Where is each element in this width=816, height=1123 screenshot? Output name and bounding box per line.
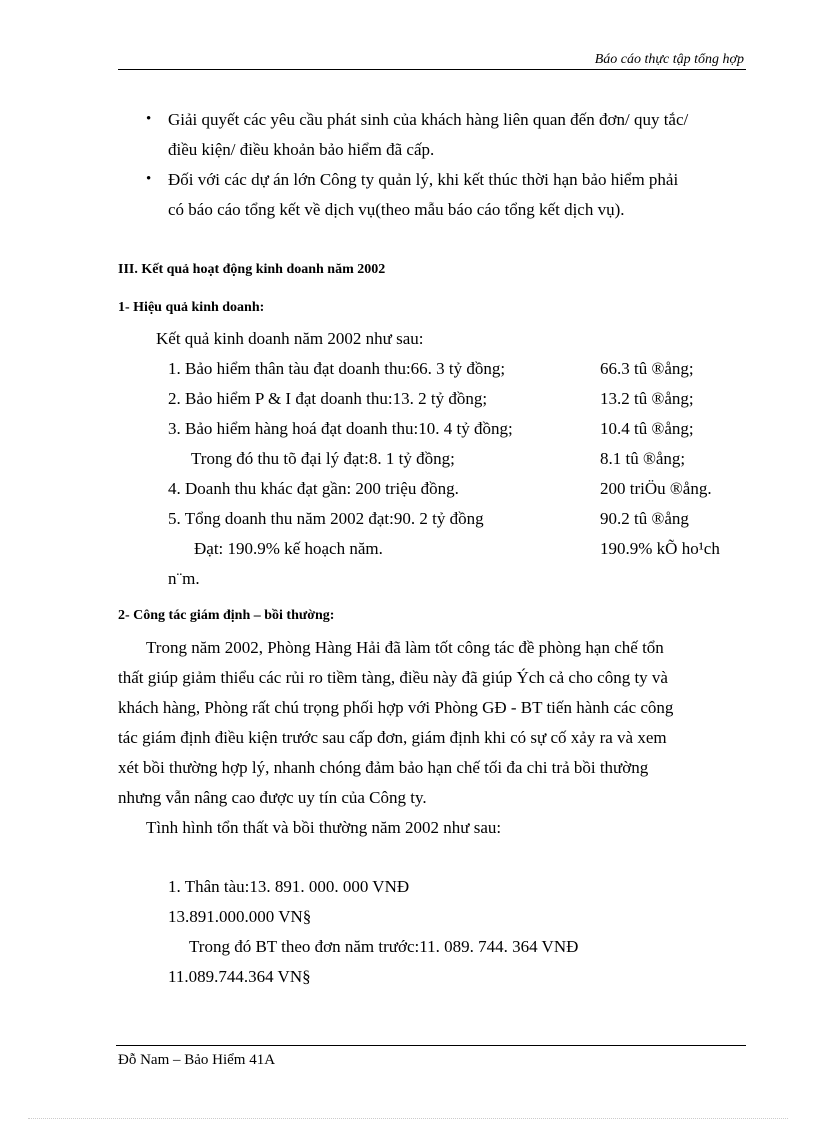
section-heading: III. Kết quả hoạt động kinh doanh năm 2002 bbox=[118, 262, 386, 277]
revenue-value: 190.9% kÕ ho¹ch bbox=[600, 539, 720, 558]
loss-line: 1. Thân tàu:13. 891. 000. 000 VNĐ bbox=[168, 877, 410, 896]
bullet-text: Giải quyết các yêu cầu phát sinh của khách hàng liên quan đến đơn/ quy tắc/ bbox=[168, 110, 689, 129]
page-edge bbox=[28, 1118, 788, 1119]
revenue-tail: n¨m. bbox=[168, 569, 200, 588]
paragraph-line: xét bồi thường hợp lý, nhanh chóng đảm bảo hạn chế tối đa chi trả bồi thường bbox=[118, 758, 649, 777]
paragraph-line: khách hàng, Phòng rất chú trọng phối hợp với Phòng GĐ - BT tiến hành các công bbox=[118, 698, 674, 717]
revenue-value: 10.4 tû ®ång; bbox=[600, 419, 694, 438]
revenue-value: 13.2 tû ®ång; bbox=[600, 389, 694, 408]
revenue-value: 8.1 tû ®ång; bbox=[600, 449, 686, 468]
subsection-heading: 2- Công tác giám định – bồi thường: bbox=[118, 608, 335, 623]
revenue-label: 3. Bảo hiểm hàng hoá đạt doanh thu:10. 4 tỷ đồng; bbox=[168, 419, 513, 438]
bullet-symbol: • bbox=[146, 171, 152, 187]
subsection-heading: 1- Hiệu quả kinh doanh: bbox=[118, 300, 265, 315]
revenue-value: 90.2 tû ®ång bbox=[600, 509, 689, 528]
revenue-label: 2. Bảo hiểm P & I đạt doanh thu:13. 2 tỷ đồng; bbox=[168, 389, 488, 408]
paragraph-line: Trong năm 2002, Phòng Hàng Hải đã làm tốt công tác đề phòng hạn chế tổn bbox=[146, 638, 664, 657]
revenue-label: Trong đó thu tõ đại lý đạt:8. 1 tỷ đồng; bbox=[191, 449, 455, 468]
header-title: Báo cáo thực tập tổng hợp bbox=[594, 52, 744, 67]
loss-line: Trong đó BT theo đơn năm trước:11. 089. 744. 364 VNĐ bbox=[189, 937, 579, 956]
footer-text: Đỗ Nam – Bảo Hiểm 41A bbox=[118, 1052, 276, 1068]
loss-value: 13.891.000.000 VN§ bbox=[168, 907, 312, 926]
header-rule bbox=[118, 69, 746, 70]
paragraph-line: tác giám định điều kiện trước sau cấp đơn, giám định khi có sự cố xảy ra và xem bbox=[118, 728, 667, 747]
revenue-value: 200 triÖu ®ång. bbox=[600, 479, 712, 498]
bullet-text: điều kiện/ điều khoản bảo hiểm đã cấp. bbox=[168, 140, 435, 159]
bullet-text: Đối với các dự án lớn Công ty quản lý, khi kết thúc thời hạn bảo hiểm phải bbox=[168, 170, 679, 189]
footer-rule bbox=[116, 1045, 746, 1046]
intro-text: Tình hình tổn thất và bồi thường năm 2002 như sau: bbox=[146, 818, 502, 837]
loss-value: 11.089.744.364 VN§ bbox=[168, 967, 311, 986]
revenue-label: 1. Bảo hiểm thân tàu đạt doanh thu:66. 3 tỷ đồng; bbox=[168, 359, 506, 378]
paragraph-line: nhưng vẫn nâng cao được uy tín của Công ty. bbox=[118, 788, 427, 807]
revenue-label: Đạt: 190.9% kế hoạch năm. bbox=[194, 539, 383, 558]
bullet-text: có báo cáo tổng kết về dịch vụ(theo mẫu báo cáo tổng kết dịch vụ). bbox=[168, 200, 625, 219]
paragraph-line: thất giúp giảm thiểu các rủi ro tiềm tàng, điều này đã giúp Ých cả cho công ty và bbox=[118, 668, 668, 687]
bullet-symbol: • bbox=[146, 111, 152, 127]
revenue-label: 4. Doanh thu khác đạt gần: 200 triệu đồng. bbox=[168, 479, 459, 498]
intro-text: Kết quả kinh doanh năm 2002 như sau: bbox=[156, 329, 424, 348]
revenue-label: 5. Tổng doanh thu năm 2002 đạt:90. 2 tỷ đồng bbox=[168, 509, 484, 528]
revenue-value: 66.3 tû ®ång; bbox=[600, 359, 694, 378]
